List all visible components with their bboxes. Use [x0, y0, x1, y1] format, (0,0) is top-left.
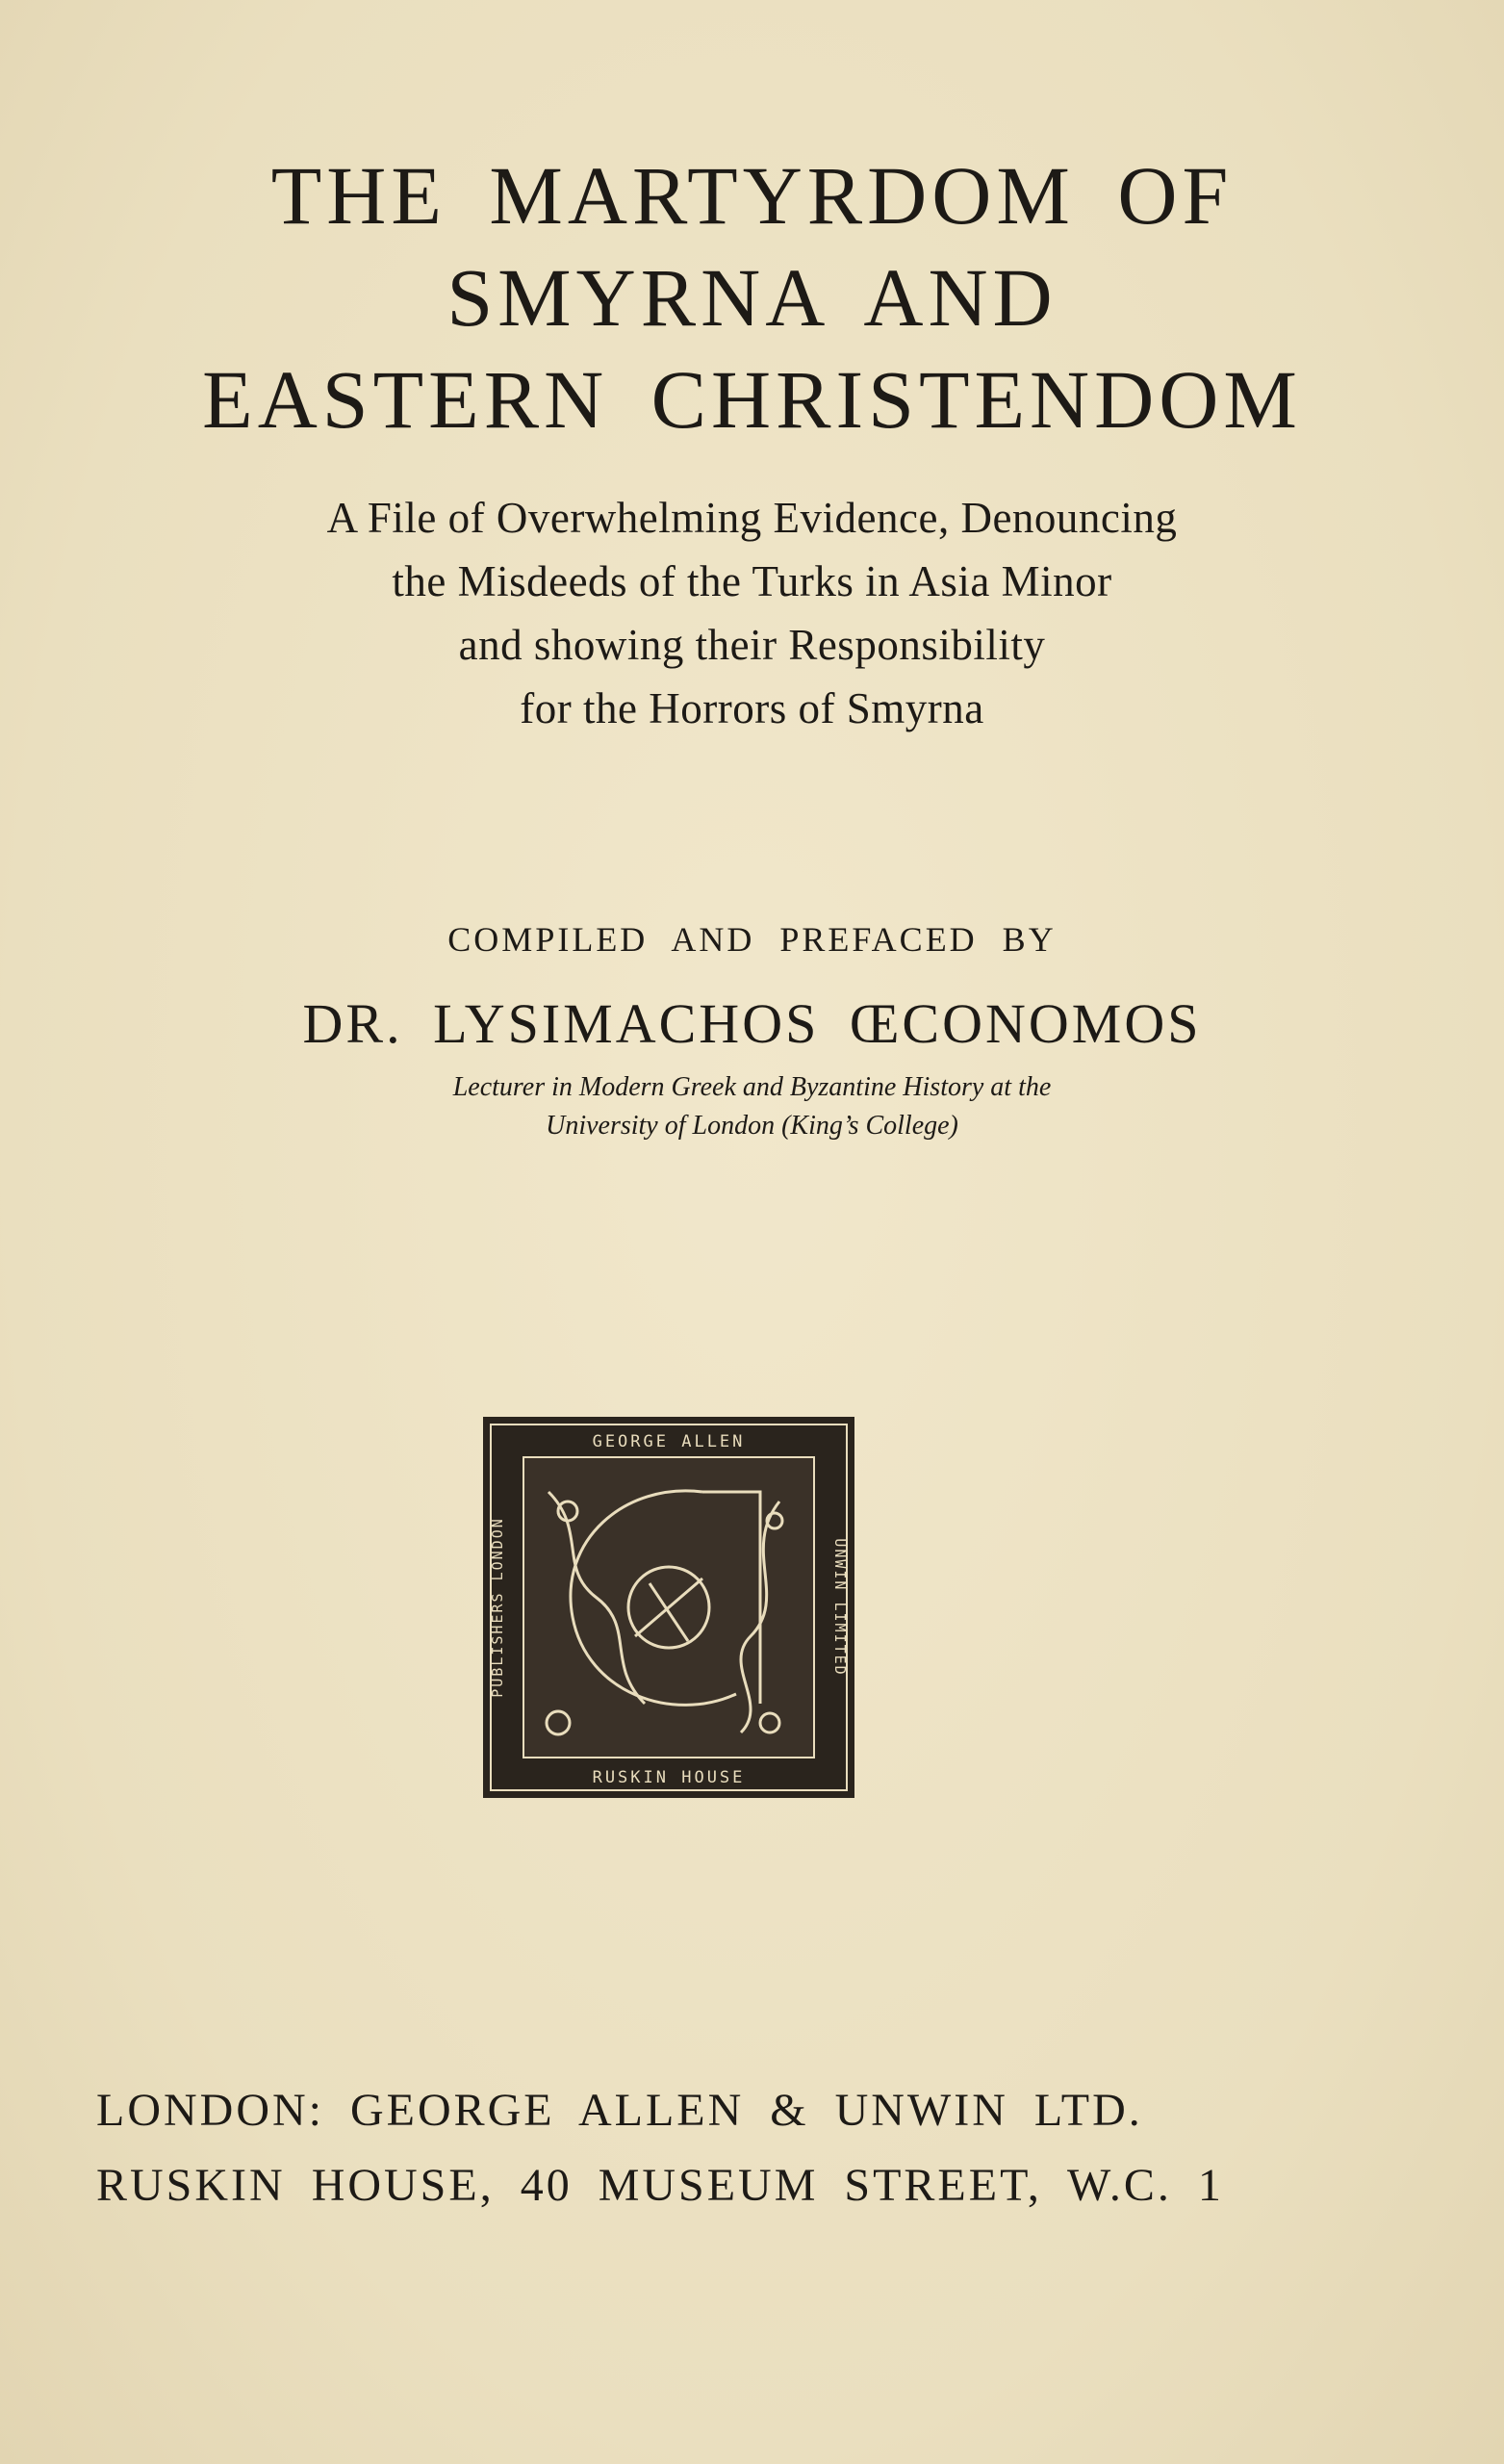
book-title-line-1: THE MARTYRDOM OF	[270, 149, 1234, 242]
device-text-top: GEORGE ALLEN	[592, 1432, 746, 1451]
subtitle-line-2: the Misdeeds of the Turks in Asia Minor	[392, 557, 1112, 605]
book-subtitle	[0, 486, 1504, 740]
book-title-line-3: EASTERN CHRISTENDOM	[202, 353, 1302, 446]
device-text-right: UNWIN LIMITED	[831, 1538, 849, 1677]
subtitle-line-4: for the Horrors of Smyrna	[520, 684, 984, 732]
affiliation-line-2: University of London (King’s College)	[546, 1111, 958, 1141]
author-name: DR. LYSIMACHOS ŒCONOMOS	[302, 992, 1202, 1055]
subtitle-line-3: and showing their Responsibility	[458, 621, 1046, 669]
imprint-line-1: LONDON: GEORGE ALLEN & UNWIN LTD.	[96, 2085, 1143, 2136]
compiled-by-label: COMPILED AND PREFACED BY	[447, 920, 1057, 959]
device-text-bottom: RUSKIN HOUSE	[592, 1768, 746, 1787]
book-title	[0, 144, 1504, 450]
subtitle-line-1: A File of Overwhelming Evidence, Denouncing	[326, 494, 1178, 542]
affiliation-line-1: Lecturer in Modern Greek and Byzantine History at the	[452, 1072, 1052, 1102]
publisher-device-emblem	[481, 1415, 856, 1800]
author-affiliation	[0, 1068, 1504, 1145]
book-title-line-2: SMYRNA AND	[446, 251, 1058, 344]
device-text-left: PUBLISHERS LONDON	[489, 1517, 506, 1698]
imprint-line-2: RUSKIN HOUSE, 40 MUSEUM STREET, W.C. 1	[96, 2160, 1224, 2211]
